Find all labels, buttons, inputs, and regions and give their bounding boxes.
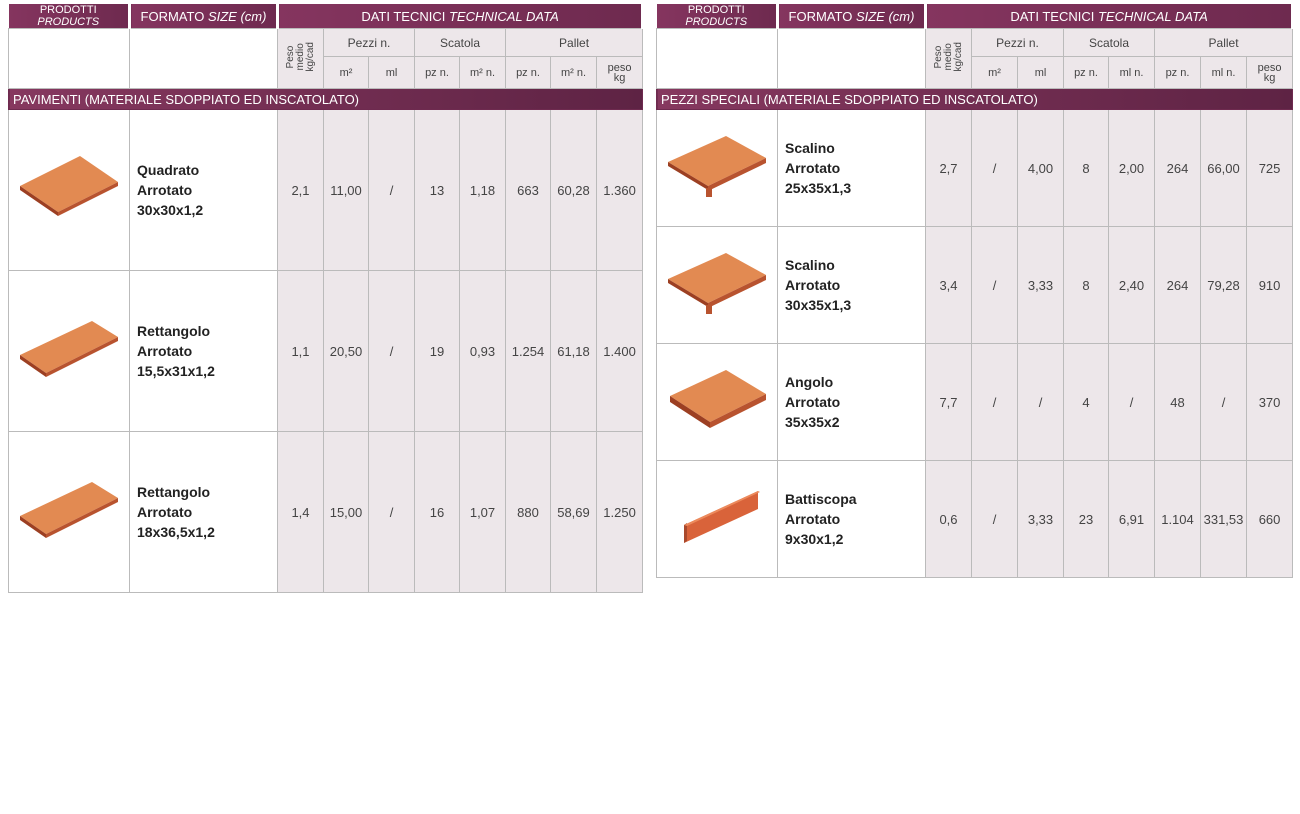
pieces-group-header: Pezzi n. — [324, 29, 415, 57]
data-cell: 660 — [1247, 461, 1293, 578]
table-row — [9, 432, 643, 593]
product-name: Rettangolo Arrotato 15,5x31x1,2 — [130, 271, 278, 432]
data-cell: 725 — [1247, 110, 1293, 227]
data-cell: 8 — [1064, 227, 1109, 344]
table-row — [9, 271, 643, 432]
rectangle-tile-icon — [9, 271, 130, 432]
data-cell: 48 — [1155, 344, 1201, 461]
data-cell: 1,4 — [278, 432, 324, 593]
data-cell: 1,07 — [460, 432, 506, 593]
data-cell: 1,18 — [460, 110, 506, 271]
data-cell: 663 — [506, 110, 551, 271]
data-cell: 1.360 — [597, 110, 643, 271]
unit-header: m² — [324, 57, 369, 89]
section-title: PEZZI SPECIALI (MATERIALE SDOPPIATO ED INSCATOLATO) — [657, 89, 1293, 110]
table-row — [657, 110, 1293, 227]
pallet-group-header: Pallet — [1155, 29, 1293, 57]
table-row — [657, 344, 1293, 461]
step-tile-icon — [657, 110, 778, 227]
data-cell: 1.250 — [597, 432, 643, 593]
data-cell: 0,6 — [926, 461, 972, 578]
table-row — [657, 461, 1293, 578]
data-cell: 264 — [1155, 110, 1201, 227]
data-cell: 4,00 — [1018, 110, 1064, 227]
data-cell: 1.400 — [597, 271, 643, 432]
technical-data-header: DATI TECNICI TECHNICAL DATA — [278, 4, 643, 29]
product-name: Scalino Arrotato 30x35x1,3 — [778, 227, 926, 344]
unit-header: m² n. — [551, 57, 597, 89]
data-cell: 3,33 — [1018, 461, 1064, 578]
unit-header: peso kg — [1247, 57, 1293, 89]
product-name: Rettangolo Arrotato 18x36,5x1,2 — [130, 432, 278, 593]
weight-column-header: Peso medio kg/cad — [278, 29, 324, 89]
square-tile-icon — [9, 110, 130, 271]
left-table — [8, 4, 644, 593]
unit-header: m² — [972, 57, 1018, 89]
data-cell: 11,00 — [324, 110, 369, 271]
data-cell: / — [369, 110, 415, 271]
rectangle-tile-icon — [9, 432, 130, 593]
data-cell: / — [972, 227, 1018, 344]
product-name: Battiscopa Arrotato 9x30x1,2 — [778, 461, 926, 578]
data-cell: / — [972, 344, 1018, 461]
unit-header: ml — [1018, 57, 1064, 89]
data-cell: 61,18 — [551, 271, 597, 432]
box-group-header: Scatola — [1064, 29, 1155, 57]
unit-header: pz n. — [415, 57, 460, 89]
data-cell: 1.104 — [1155, 461, 1201, 578]
data-cell: 910 — [1247, 227, 1293, 344]
data-cell: 331,53 — [1201, 461, 1247, 578]
data-cell: / — [1201, 344, 1247, 461]
data-cell: 1,1 — [278, 271, 324, 432]
table-row — [657, 227, 1293, 344]
data-cell: 66,00 — [1201, 110, 1247, 227]
data-cell: / — [369, 432, 415, 593]
data-cell: 58,69 — [551, 432, 597, 593]
data-cell: 7,7 — [926, 344, 972, 461]
step-tile-icon — [657, 227, 778, 344]
weight-column-header: Peso medio kg/cad — [926, 29, 972, 89]
unit-header: pz n. — [1064, 57, 1109, 89]
data-cell: 2,00 — [1109, 110, 1155, 227]
data-cell: 2,1 — [278, 110, 324, 271]
data-cell: 4 — [1064, 344, 1109, 461]
data-cell: 264 — [1155, 227, 1201, 344]
pallet-group-header: Pallet — [506, 29, 643, 57]
size-header: FORMATO SIZE (cm) — [778, 4, 926, 29]
section-title: PAVIMENTI (MATERIALE SDOPPIATO ED INSCATOLATO) — [9, 89, 643, 110]
data-cell: 370 — [1247, 344, 1293, 461]
unit-header: m² n. — [460, 57, 506, 89]
products-header: PRODOTTI PRODUCTS — [9, 4, 130, 29]
unit-header: peso kg — [597, 57, 643, 89]
size-header: FORMATO SIZE (cm) — [130, 4, 278, 29]
data-cell: 1.254 — [506, 271, 551, 432]
box-group-header: Scatola — [415, 29, 506, 57]
data-cell: 3,33 — [1018, 227, 1064, 344]
skirting-tile-icon — [657, 461, 778, 578]
data-cell: / — [1018, 344, 1064, 461]
unit-header: ml n. — [1201, 57, 1247, 89]
corner-tile-icon — [657, 344, 778, 461]
data-cell: 15,00 — [324, 432, 369, 593]
data-cell: 13 — [415, 110, 460, 271]
data-cell: 23 — [1064, 461, 1109, 578]
data-cell: / — [972, 461, 1018, 578]
right-table — [656, 4, 1294, 578]
data-cell: / — [972, 110, 1018, 227]
data-cell: / — [1109, 344, 1155, 461]
product-name: Scalino Arrotato 25x35x1,3 — [778, 110, 926, 227]
unit-header: pz n. — [506, 57, 551, 89]
data-cell: 19 — [415, 271, 460, 432]
data-cell: 20,50 — [324, 271, 369, 432]
data-cell: 2,40 — [1109, 227, 1155, 344]
data-cell: 79,28 — [1201, 227, 1247, 344]
data-cell: 8 — [1064, 110, 1109, 227]
pieces-group-header: Pezzi n. — [972, 29, 1064, 57]
data-cell: 0,93 — [460, 271, 506, 432]
unit-header: ml n. — [1109, 57, 1155, 89]
products-header: PRODOTTI PRODUCTS — [657, 4, 778, 29]
data-cell: 880 — [506, 432, 551, 593]
technical-data-header: DATI TECNICI TECHNICAL DATA — [926, 4, 1293, 29]
data-cell: / — [369, 271, 415, 432]
table-row — [9, 110, 643, 271]
unit-header: ml — [369, 57, 415, 89]
data-cell: 6,91 — [1109, 461, 1155, 578]
product-name: Quadrato Arrotato 30x30x1,2 — [130, 110, 278, 271]
data-cell: 60,28 — [551, 110, 597, 271]
product-name: Angolo Arrotato 35x35x2 — [778, 344, 926, 461]
unit-header: pz n. — [1155, 57, 1201, 89]
data-cell: 16 — [415, 432, 460, 593]
data-cell: 2,7 — [926, 110, 972, 227]
data-cell: 3,4 — [926, 227, 972, 344]
